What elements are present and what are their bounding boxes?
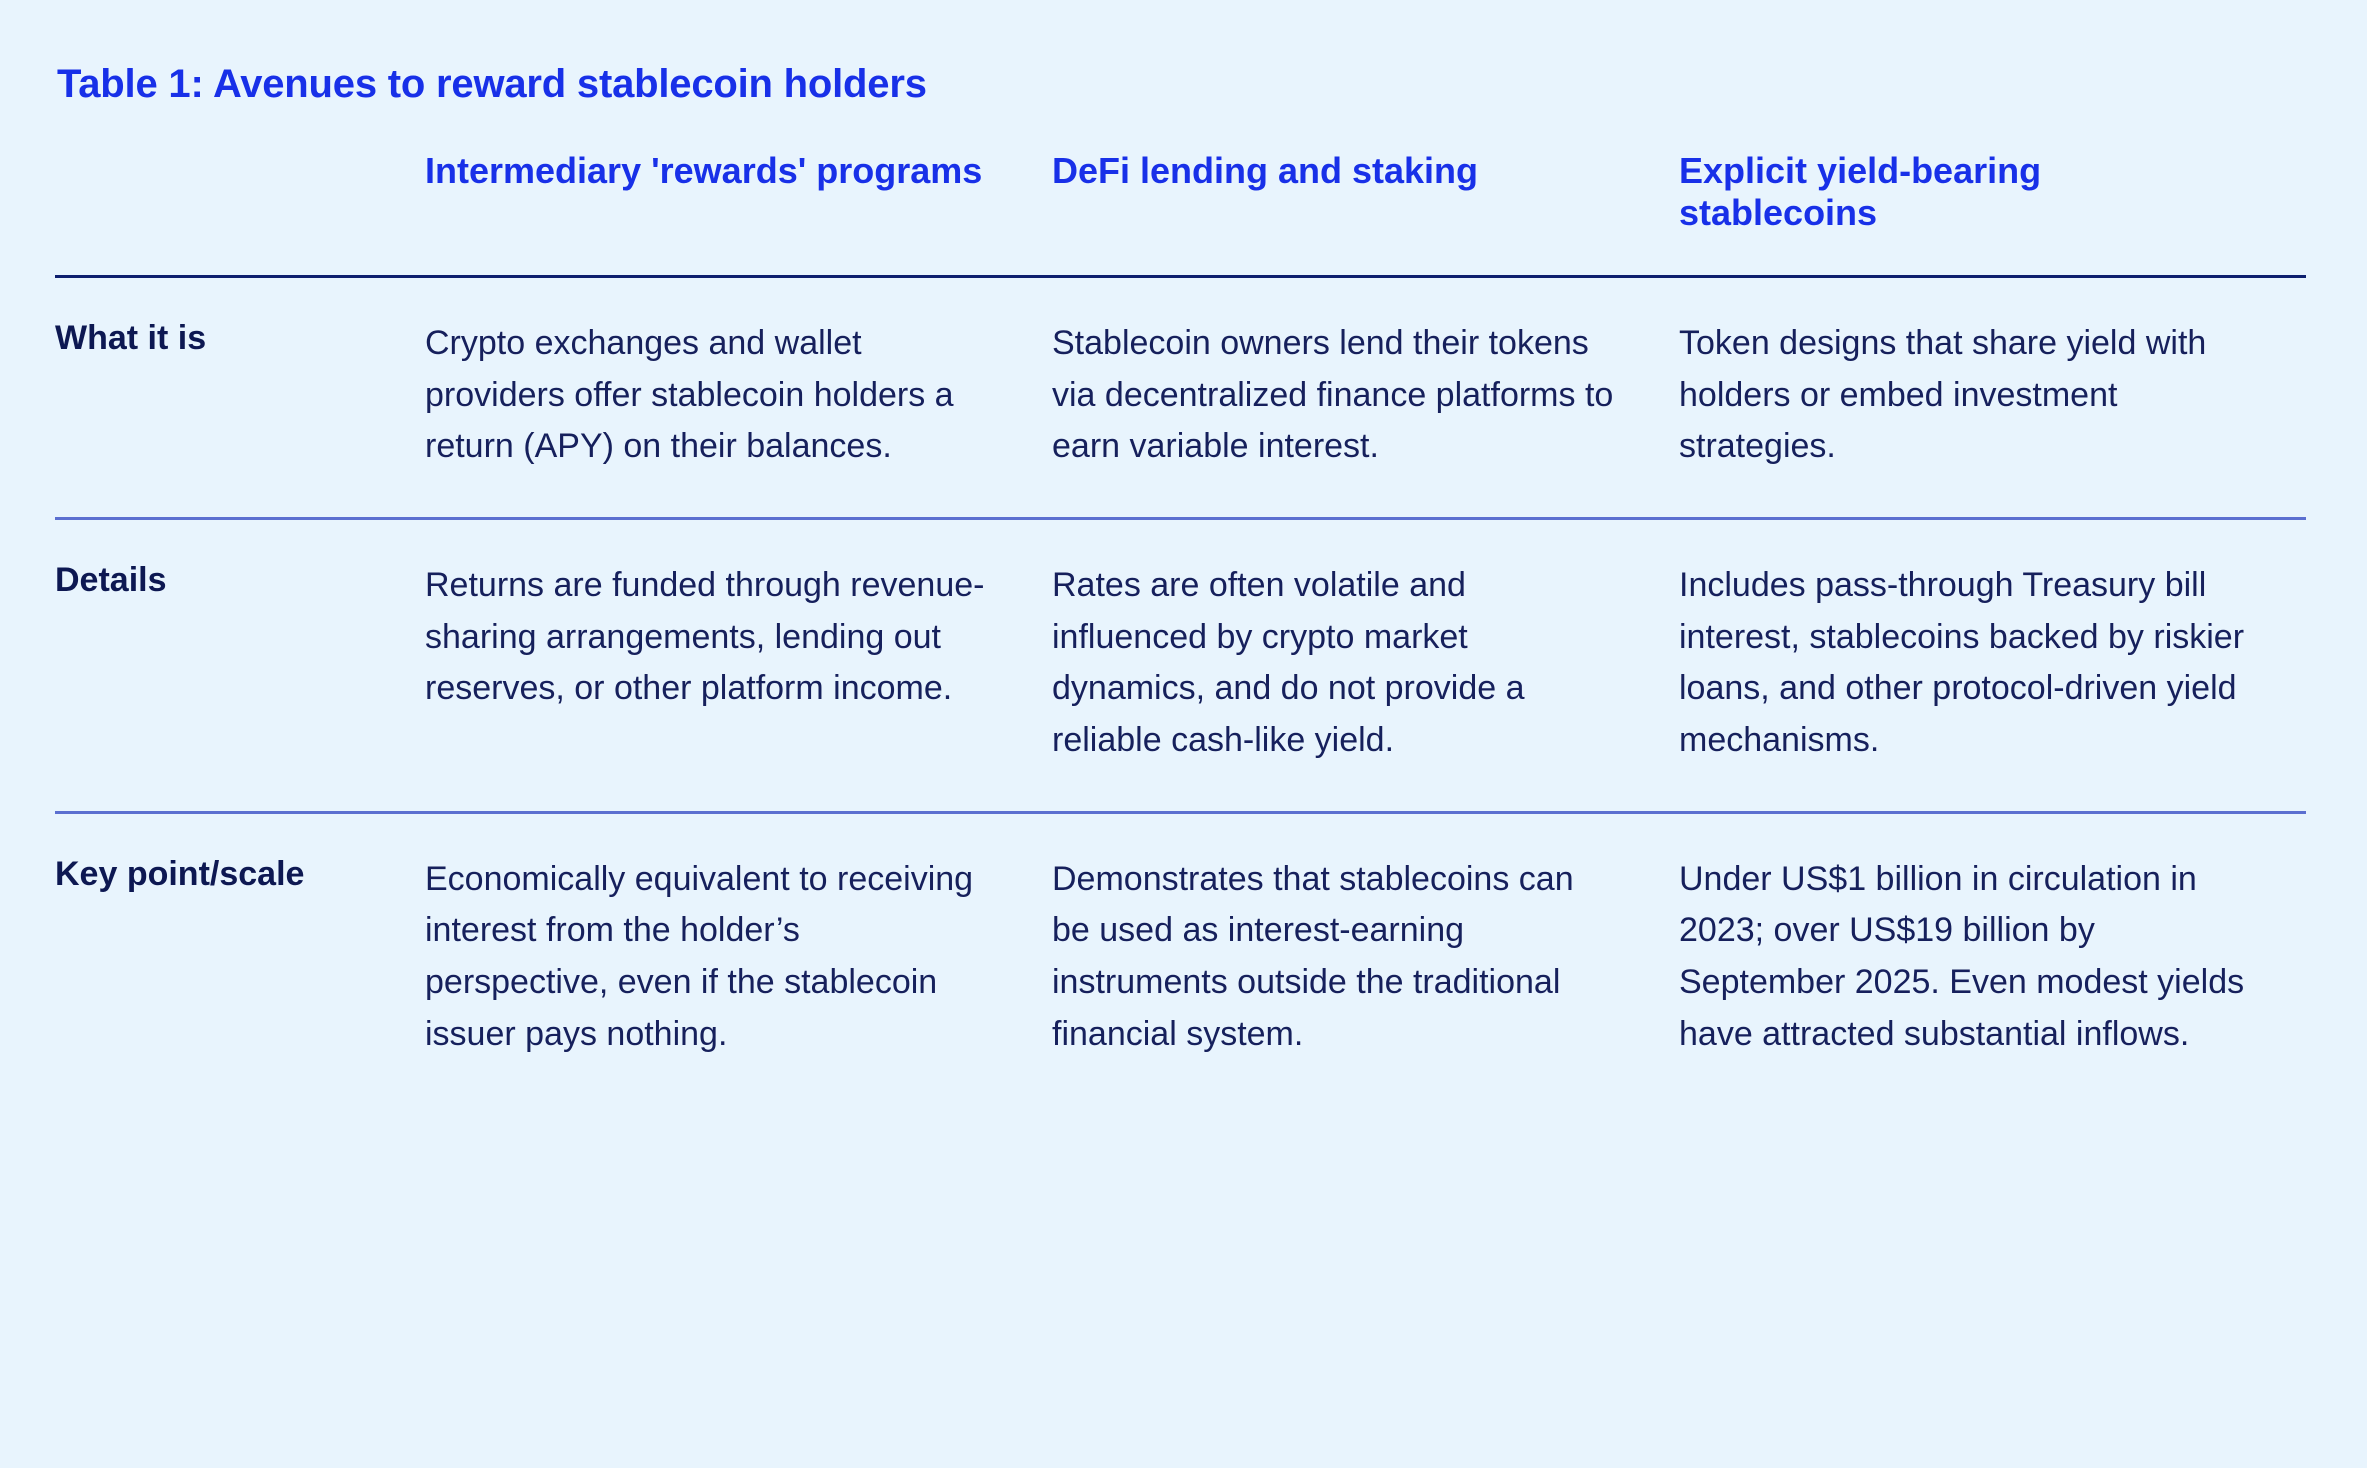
table-header-row (55, 150, 2306, 276)
table-header (55, 150, 2306, 276)
rewards-comparison-table (55, 150, 2306, 1104)
cell-details-defi: Rates are often volatile and influenced by crypto market dynamics, and do not provide a reliable cash-like yield. (1052, 565, 1525, 759)
cell-key-point-intermediary: Economically equivalent to receiving interest from the holder’s perspective, even if the stablecoin issuer pays nothing. (425, 859, 974, 1053)
cell-details-intermediary: Returns are funded through revenue-sharing arrangements, lending out reserves, or other platform income. (425, 565, 985, 708)
column-header-explicit-yield-bearing-stablecoins: Explicit yield-bearing stablecoins (1679, 150, 2042, 234)
row-label-key-point-scale: Key point/scale (55, 854, 305, 893)
table-row (55, 518, 2306, 812)
cell-what-it-is-explicit-yield: Token designs that share yield with holders or embed investment strategies. (1679, 323, 2207, 466)
table-row (55, 276, 2306, 518)
row-label-what-it-is: What it is (55, 318, 207, 357)
table-body (55, 276, 2306, 1104)
column-header-corner (55, 150, 425, 276)
column-header-intermediary-rewards-programs: Intermediary 'rewards' programs (425, 150, 983, 191)
row-label-details: Details (55, 560, 167, 599)
page-title: Table 1: Avenues to reward stablecoin holders (57, 62, 927, 106)
cell-what-it-is-defi: Stablecoin owners lend their tokens via decentralized finance platforms to earn variable interest. (1052, 323, 1614, 466)
cell-key-point-explicit-yield: Under US$1 billion in circulation in 2023; over US$19 billion by September 2025. Even modest yields have attracted substantial inflows. (1679, 859, 2245, 1053)
table-row (55, 812, 2306, 1104)
cell-details-explicit-yield: Includes pass-through Treasury bill interest, stablecoins backed by riskier loans, and other protocol-driven yield mechanisms. (1679, 565, 2245, 759)
cell-key-point-defi: Demonstrates that stablecoins can be used as interest-earning instruments outside the traditional financial system. (1052, 859, 1574, 1053)
column-header-defi-lending-and-staking: DeFi lending and staking (1052, 150, 1479, 191)
cell-what-it-is-intermediary: Crypto exchanges and wallet providers offer stablecoin holders a return (APY) on their balances. (425, 323, 954, 466)
